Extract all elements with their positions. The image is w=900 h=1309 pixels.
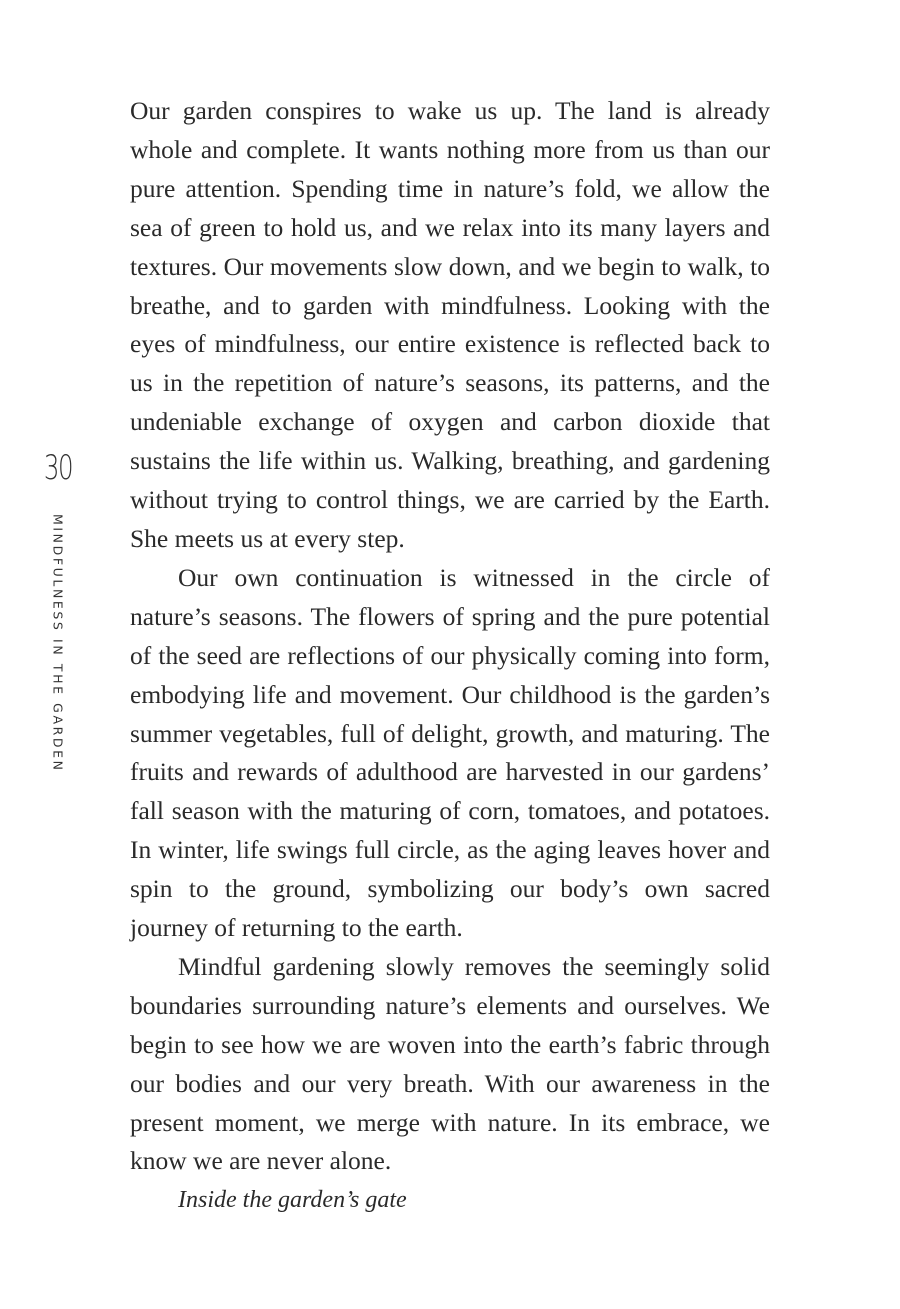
paragraph-1: Our garden conspires to wake us up. The land is already whole and complete. It wants nothing more from us than our pure attention. Spending time in nature’s fold, we allow the sea of green to hold us, and we relax into its many layers and textures. Our movements slow down, and we begin to walk, to breathe, and to garden with mindfulness. Looking with the eyes of mindfulness, our entire existence is reflected back to us in the repetition of nature’s seasons, its patterns, and the undeniable exchange of oxygen and carbon dioxide that sustains the life within us. Walking, breathing, and gardening without trying to control things, we are carried by the Earth. She meets us at every step. <box>130 96 770 553</box>
page-number: 30 <box>43 448 73 488</box>
body-text <box>130 92 770 1220</box>
running-head-text: MINDFULNESS IN THE GARDEN <box>50 514 66 773</box>
closing-line: Inside the garden’s gate <box>178 1187 407 1214</box>
paragraph-3: Mindful gardening slowly removes the seemingly solid boundaries surrounding nature’s elements and ourselves. We begin to see how we are woven into the earth’s fabric through our bodies and our very breath. With our awareness in the present moment, we merge with nature. In its embrace, we know we are never alone. <box>130 951 770 1176</box>
paragraph-2: Our own continuation is witnessed in the circle of nature’s seasons. The flowers of spring and the pure potential of the seed are reflections of our physically coming into form, embodying life and movement. Our childhood is the garden’s summer vegetables, full of delight, growth, and maturing. The fruits and rewards of adulthood are harvested in our gardens’ fall season with the maturing of corn, tomatoes, and potatoes. In winter, life swings full circle, as the aging leaves hover and spin to the ground, symbolizing our body’s own sacred journey of returning to the earth. <box>130 562 770 943</box>
